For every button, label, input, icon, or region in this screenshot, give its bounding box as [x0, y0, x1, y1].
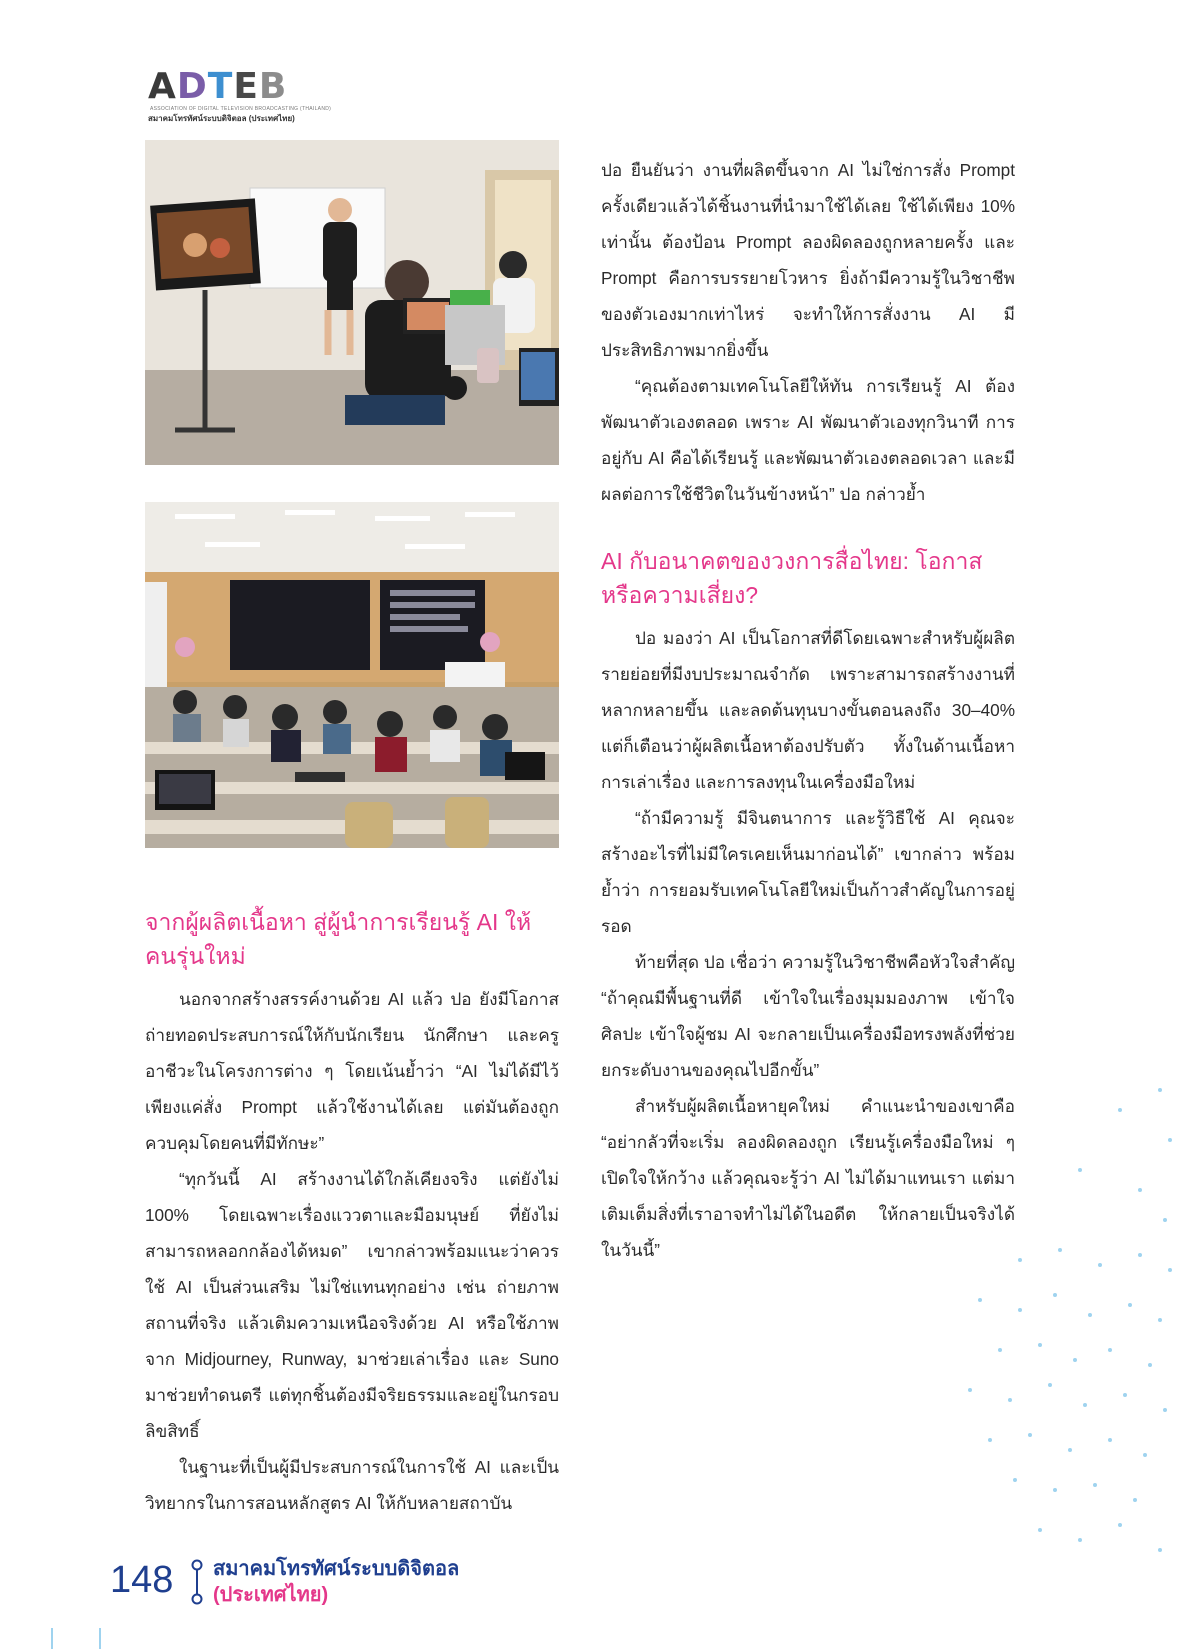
logo-letter-t: T	[207, 66, 234, 107]
right-paragraph-1: ปอ มองว่า AI เป็นโอกาสที่ดีโดยเฉพาะสำหรับผู้ผลิตรายย่อยที่มีงบประมาณจำกัด เพราะสามารถสร้างงานที่หลากหลายขึ้น และลดต้นทุนบางขั้นตอนลงถึง 30–40% แต่ก็เตือนว่าผู้ผลิตเนื้อหาต้องปรับตัว ทั้งในด้านเนื้อหา การเล่าเรื่อง และการลงทุนในเครื่องมือใหม่	[601, 628, 1015, 792]
logo-letter-b: B	[258, 66, 288, 107]
section-heading-ai-future: AI กับอนาคตของวงการสื่อไทย: โอกาสหรือความเสี่ยง?	[601, 548, 983, 608]
section-heading-ai-educator: จากผู้ผลิตเนื้อหา สู่ผู้นำการเรียนรู้ AI ให้คนรุ่นใหม่	[145, 909, 532, 969]
footer-subtitle: (ประเทศไทย)	[213, 1584, 329, 1606]
logo-letter-e: E	[233, 66, 259, 107]
adteb-logo	[148, 66, 332, 123]
left-column	[145, 905, 559, 1521]
left-paragraph-1: นอกจากสร้างสรรค์งานด้วย AI แล้ว ปอ ยังมีโอกาสถ่ายทอดประสบการณ์ให้กับนักเรียน นักศึกษา และครูอาชีวะในโครงการต่าง ๆ โดยเน้นย้ำว่า “AI ไม่ได้มีไว้เพียงแค่สั่ง Prompt แล้วใช้งานได้เลย แต่มันต้องถูกควบคุมโดยคนที่มีทักษะ”	[145, 989, 559, 1153]
page-number: 148	[110, 1559, 174, 1601]
decorative-edge-lines	[50, 1628, 110, 1649]
right-paragraph-4: สำหรับผู้ผลิตเนื้อหายุคใหม่ คำแนะนำของเขาคือ “อย่ากลัวที่จะเริ่ม ลองผิดลองถูก เรียนรู้เครื่องมือใหม่ ๆ เปิดใจให้กว้าง แล้วคุณจะรู้ว่า AI ไม่ได้มาแทนเรา แต่มาเติมเต็มสิ่งที่เราอาจทำไม่ได้ในอดีต ให้กลายเป็นจริงได้ในวันนี้”	[601, 1096, 1015, 1260]
footer-title: สมาคมโทรทัศน์ระบบดิจิตอล	[213, 1558, 460, 1580]
left-paragraph-3: ในฐานะที่เป็นผู้มีประสบการณ์ในการใช้ AI และเป็นวิทยากรในการสอนหลักสูตร AI ให้กับหลายสถาบัน	[145, 1457, 559, 1513]
footer-divider-icon	[190, 1559, 204, 1605]
right-column	[601, 152, 1015, 1268]
right-intro-paragraph-1: ปอ ยืนยันว่า งานที่ผลิตขึ้นจาก AI ไม่ใช่การสั่ง Prompt ครั้งเดียวแล้วได้ชิ้นงานที่นำมาใช้ได้เลย ใช้ได้เพียง 10% เท่านั้น ต้องป้อน Prompt ลองผิดลองถูกหลายครั้ง และ Prompt คือการบรรยายโวหาร ยิ่งถ้ามีความรู้ในวิชาชีพของตัวเองมากเท่าไหร่ จะทำให้การสั่งงาน AI มีประสิทธิภาพมากยิ่งขึ้น	[601, 160, 1015, 360]
right-intro-paragraph-2: “คุณต้องตามเทคโนโลยีให้ทัน การเรียนรู้ AI ต้องพัฒนาตัวเองตลอด เพราะ AI พัฒนาตัวเองทุกวินาที การอยู่กับ AI คือได้เรียนรู้ และพัฒนาตัวเองตลอดเวลา และมีผลต่อการใช้ชีวิตในวันข้างหน้า” ปอ กล่าวย้ำ	[601, 376, 1015, 504]
logo-subtitle-en: ASSOCIATION OF DIGITAL TELEVISION BROADCASTING (THAILAND)	[150, 106, 332, 112]
left-paragraph-2: “ทุกวันนี้ AI สร้างงานได้ใกล้เคียงจริง แต่ยังไม่ 100% โดยเฉพาะเรื่องแววตาและมือมนุษย์ ที่ยังไม่สามารถหลอกกล้องได้หมด” เขากล่าวพร้อมแนะว่าควรใช้ AI เป็นส่วนเสริม ไม่ใช่แทนทุกอย่าง เช่น ถ่ายภาพสถานที่จริง แล้วเติมความเหนือจริงด้วย AI หรือใช้ภาพจาก Midjourney, Runway, มาช่วยเล่าเรื่อง และ Suno มาช่วยทำดนตรี แต่ทุกชิ้นต้องมีจริยธรรมและอยู่ในกรอบลิขสิทธิ์	[145, 1169, 559, 1441]
logo-letter-d: D	[176, 66, 208, 107]
logo-letter-a: A	[148, 66, 177, 107]
logo-wordmark	[148, 68, 287, 106]
right-paragraph-3: ท้ายที่สุด ปอ เชื่อว่า ความรู้ในวิชาชีพคือหัวใจสำคัญ “ถ้าคุณมีพื้นฐานที่ดี เข้าใจในเรื่องมุมมองภาพ เข้าใจศิลปะ เข้าใจผู้ชม AI จะกลายเป็นเครื่องมือทรงพลังที่ช่วยยกระดับงานของคุณไปอีกขั้น”	[601, 952, 1015, 1080]
photo-presenter-whiteboard	[145, 140, 559, 465]
right-paragraph-2: “ถ้ามีความรู้ มีจินตนาการ และรู้วิธีใช้ AI คุณจะสร้างอะไรที่ไม่มีใครเคยเห็นมาก่อนได้” เขากล่าว พร้อมย้ำว่า การยอมรับเทคโนโลยีใหม่เป็นก้าวสำคัญในการอยู่รอด	[601, 808, 1015, 936]
logo-subtitle-th: สมาคมโทรทัศน์ระบบดิจิตอล (ประเทศไทย)	[148, 114, 295, 123]
decorative-dot-pattern	[960, 1080, 1181, 1560]
photo-training-room	[145, 502, 559, 848]
